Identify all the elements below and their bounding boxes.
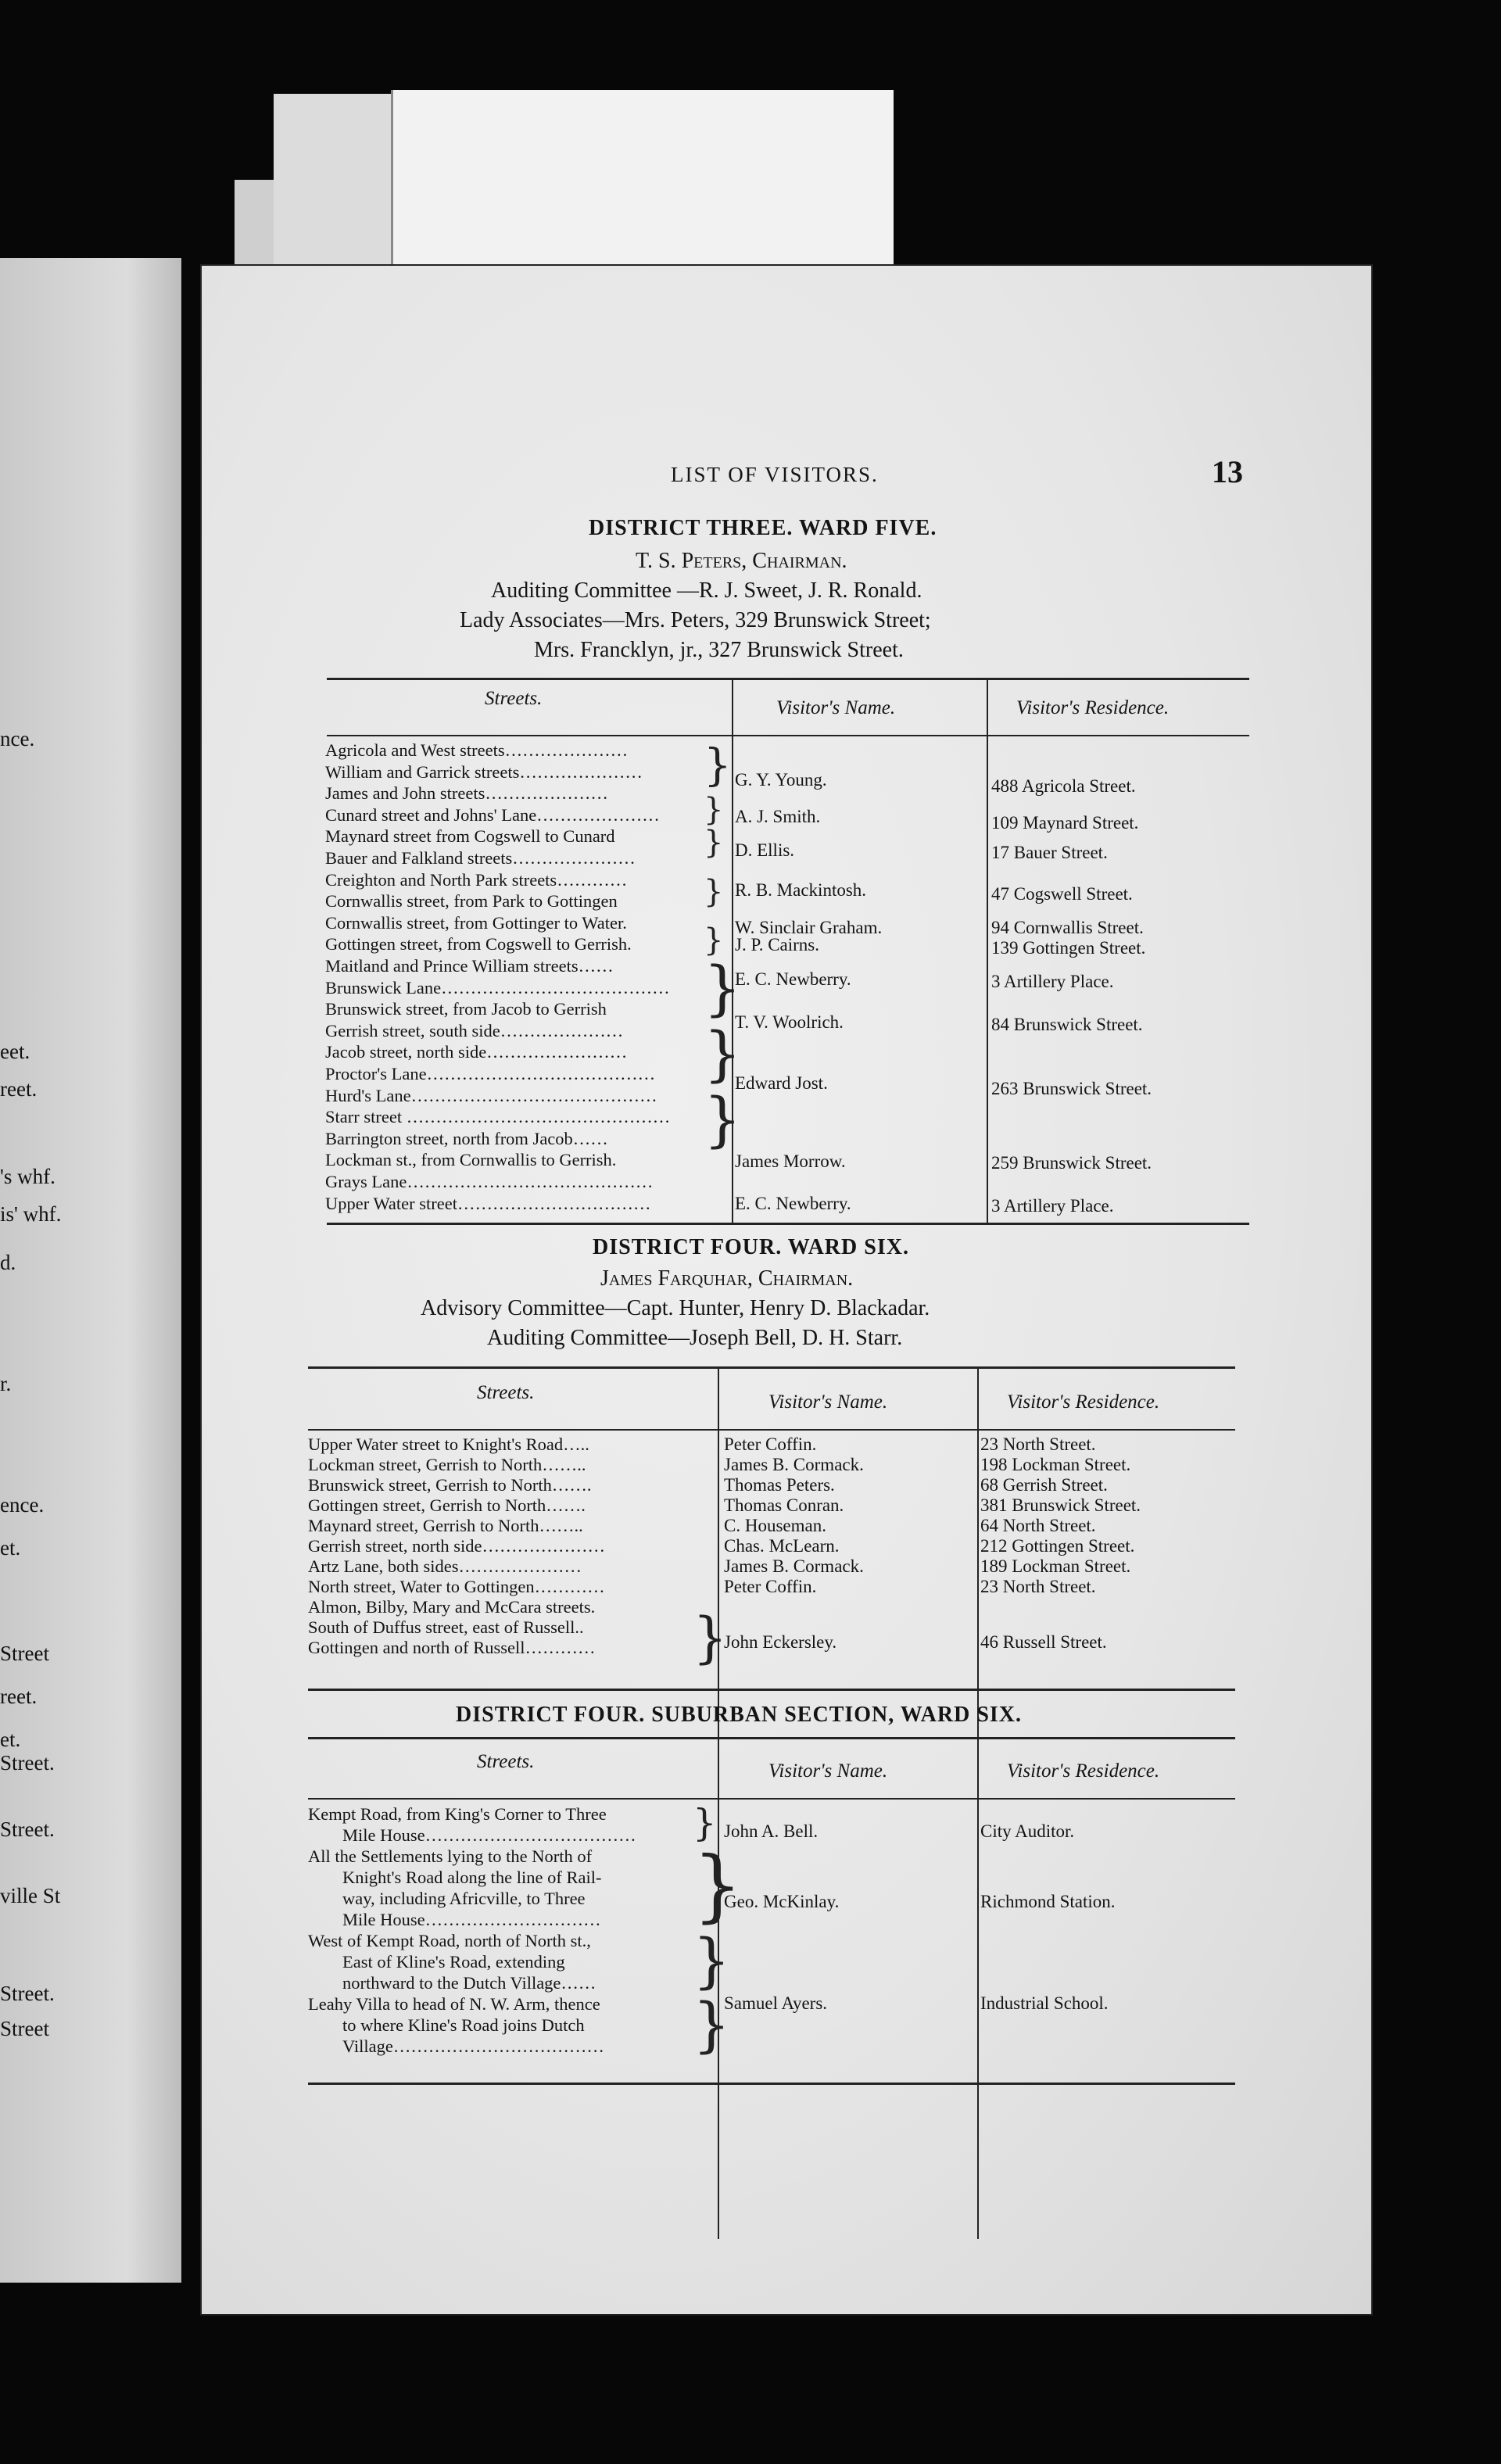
street-entry: Maynard street from Cogswell to Cunard bbox=[325, 826, 615, 847]
street-entry: North street, Water to Gottingen………… bbox=[308, 1577, 605, 1596]
visitor-name: C. Houseman. bbox=[724, 1516, 826, 1535]
edge-fragment: ville St bbox=[0, 1884, 61, 1907]
brace: } bbox=[704, 1019, 742, 1088]
brace: } bbox=[704, 792, 724, 828]
street-entry: Creighton and North Park streets………… bbox=[325, 869, 628, 890]
visitor-name: James B. Cormack. bbox=[724, 1455, 864, 1474]
street-entry: Cornwallis street, from Park to Gottingen bbox=[325, 891, 618, 911]
street-entry: South of Duffus street, east of Russell.. bbox=[308, 1617, 584, 1637]
street-entry: Artz Lane, both sides………………… bbox=[308, 1556, 582, 1576]
street-entry: Gerrish street, north side………………… bbox=[308, 1536, 605, 1556]
edge-fragment: et. bbox=[0, 1536, 21, 1560]
street-entry: Agricola and West streets………………… bbox=[325, 740, 629, 760]
col-header-visitor-name: Visitor's Name. bbox=[776, 697, 896, 718]
street-entry: Village……………………………… bbox=[342, 2036, 604, 2056]
visitor-residence: 64 North Street. bbox=[980, 1516, 1096, 1535]
street-entry: Lockman st., from Cornwallis to Gerrish. bbox=[325, 1150, 617, 1170]
street-entry: Leahy Villa to head of N. W. Arm, thence bbox=[308, 1994, 600, 2014]
edge-fragment: Street. bbox=[0, 1751, 55, 1775]
visitor-residence: 212 Gottingen Street. bbox=[980, 1536, 1135, 1556]
street-entry: Brunswick Lane………………………………… bbox=[325, 977, 670, 997]
visitor-residence: 68 Gerrish Street. bbox=[980, 1475, 1108, 1495]
visitor-name: Peter Coffin. bbox=[724, 1434, 817, 1454]
visitor-name: R. B. Mackintosh. bbox=[735, 880, 867, 900]
col-header-visitor-residence: Visitor's Residence. bbox=[1007, 1760, 1160, 1782]
visitor-name: Geo. McKinlay. bbox=[724, 1892, 840, 1911]
section-title: DISTRICT FOUR. WARD SIX. bbox=[593, 1235, 909, 1259]
visitor-residence: 3 Artillery Place. bbox=[991, 1196, 1114, 1216]
page-tab-background bbox=[391, 90, 894, 270]
street-entry: Gottingen street, from Cogswell to Gerrish. bbox=[325, 934, 632, 954]
advisory-committee-line: Advisory Committee—Capt. Hunter, Henry D. Blackadar. bbox=[421, 1296, 930, 1320]
chairman-line: James Farquhar, Chairman. bbox=[600, 1266, 854, 1291]
table-bottom-rule bbox=[308, 1689, 1235, 1691]
visitor-name: T. V. Woolrich. bbox=[735, 1012, 844, 1032]
street-entry: West of Kempt Road, north of North st., bbox=[308, 1931, 591, 1950]
section-title: DISTRICT THREE. WARD FIVE. bbox=[589, 516, 937, 540]
visitor-residence: City Auditor. bbox=[980, 1821, 1075, 1841]
edge-fragment: reet. bbox=[0, 1077, 38, 1101]
brace: } bbox=[704, 825, 724, 861]
street-entry: way, including Africville, to Three bbox=[342, 1889, 586, 1908]
street-entry: northward to the Dutch Village…… bbox=[342, 1973, 596, 1993]
brace: } bbox=[704, 1084, 742, 1154]
header-rule bbox=[308, 1429, 1235, 1431]
street-entry: to where Kline's Road joins Dutch bbox=[342, 2015, 585, 2035]
visitor-residence: 84 Brunswick Street. bbox=[991, 1015, 1143, 1034]
street-entry: Cunard street and Johns' Lane………………… bbox=[325, 804, 660, 825]
visitor-name: James B. Cormack. bbox=[724, 1556, 864, 1576]
col-header-streets: Streets. bbox=[477, 1751, 535, 1772]
street-entry: Jacob street, north side…………………… bbox=[325, 1042, 628, 1062]
table-top-rule bbox=[327, 678, 1249, 680]
street-entry: Lockman street, Gerrish to North…….. bbox=[308, 1455, 586, 1474]
header-rule bbox=[327, 735, 1249, 736]
visitor-residence: 46 Russell Street. bbox=[980, 1632, 1107, 1652]
col-header-visitor-residence: Visitor's Residence. bbox=[1016, 697, 1170, 718]
edge-fragment: 's whf. bbox=[0, 1165, 56, 1188]
auditing-committee-line: Auditing Committee—Joseph Bell, D. H. Starr. bbox=[487, 1326, 903, 1350]
street-entry: Gerrish street, south side………………… bbox=[325, 1020, 624, 1040]
book-page bbox=[202, 266, 1371, 2314]
street-entry: Proctor's Lane………………………………… bbox=[325, 1064, 656, 1083]
street-entry: Knight's Road along the line of Rail- bbox=[342, 1868, 602, 1887]
col-header-streets: Streets. bbox=[477, 1382, 535, 1403]
brace: } bbox=[693, 1606, 728, 1670]
col-header-streets: Streets. bbox=[485, 688, 543, 709]
edge-fragment: nce. bbox=[0, 727, 35, 750]
visitor-name: A. J. Smith. bbox=[735, 807, 821, 826]
street-entry: All the Settlements lying to the North of bbox=[308, 1846, 593, 1866]
street-entry: Bauer and Falkland streets………………… bbox=[325, 848, 636, 868]
column-divider bbox=[977, 1739, 979, 2239]
lady-associates-line: Lady Associates—Mrs. Peters, 329 Brunswick Street; bbox=[460, 608, 931, 632]
street-entry: Maitland and Prince William streets…… bbox=[325, 956, 614, 976]
visitor-residence: 139 Gottingen Street. bbox=[991, 938, 1146, 958]
section-title: DISTRICT FOUR. SUBURBAN SECTION, WARD SIX. bbox=[456, 1703, 1023, 1727]
visitor-residence: 47 Cogswell Street. bbox=[991, 884, 1133, 904]
visitor-name: James Morrow. bbox=[735, 1151, 846, 1171]
visitor-name: Edward Jost. bbox=[735, 1073, 828, 1093]
visitor-residence: 189 Lockman Street. bbox=[980, 1556, 1131, 1576]
col-header-visitor-name: Visitor's Name. bbox=[768, 1760, 888, 1782]
street-entry: Maynard street, Gerrish to North…….. bbox=[308, 1516, 583, 1535]
running-title: LIST OF VISITORS. bbox=[671, 463, 879, 486]
edge-fragment: ence. bbox=[0, 1493, 45, 1517]
visitor-residence: 23 North Street. bbox=[980, 1434, 1096, 1454]
street-entry: Starr street ……………………………………… bbox=[325, 1107, 671, 1127]
visitor-name: Thomas Peters. bbox=[724, 1475, 835, 1495]
brace: } bbox=[704, 874, 724, 910]
street-entry: William and Garrick streets………………… bbox=[325, 761, 643, 782]
column-divider bbox=[987, 679, 988, 1223]
edge-fragment: Street bbox=[0, 2017, 49, 2040]
visitor-name: G. Y. Young. bbox=[735, 770, 827, 790]
street-entry: Mile House……………………………… bbox=[342, 1825, 636, 1845]
visitor-name: John A. Bell. bbox=[724, 1821, 819, 1841]
street-entry: Gottingen street, Gerrish to North……. bbox=[308, 1495, 586, 1515]
brace: } bbox=[704, 953, 742, 1022]
visitor-name: Thomas Conran. bbox=[724, 1495, 844, 1515]
visitor-residence: 198 Lockman Street. bbox=[980, 1455, 1131, 1474]
street-entry: Brunswick street, Gerrish to North……. bbox=[308, 1475, 592, 1495]
visitor-residence: 109 Maynard Street. bbox=[991, 813, 1139, 833]
street-entry: Mile House………………………… bbox=[342, 1910, 601, 1929]
visitor-residence: 23 North Street. bbox=[980, 1577, 1096, 1596]
street-entry: Upper Water street to Knight's Road….. bbox=[308, 1434, 589, 1454]
edge-fragment: et. bbox=[0, 1728, 21, 1751]
visitor-name: D. Ellis. bbox=[735, 840, 795, 860]
street-entry: Almon, Bilby, Mary and McCara streets. bbox=[308, 1597, 596, 1617]
visitor-name: John Eckersley. bbox=[724, 1632, 837, 1652]
lady-associates-line-2: Mrs. Francklyn, jr., 327 Brunswick Street. bbox=[534, 638, 904, 662]
table-top-rule bbox=[308, 1366, 1235, 1369]
visitor-name: J. P. Cairns. bbox=[735, 935, 819, 954]
visitor-residence: Richmond Station. bbox=[980, 1892, 1116, 1911]
street-entry: East of Kline's Road, extending bbox=[342, 1952, 565, 1972]
edge-fragment: r. bbox=[0, 1372, 12, 1395]
street-entry: Grays Lane…………………………………… bbox=[325, 1172, 654, 1191]
visitor-name: Chas. McLearn. bbox=[724, 1536, 840, 1556]
page-number: 13 bbox=[1212, 454, 1243, 489]
col-header-visitor-residence: Visitor's Residence. bbox=[1007, 1391, 1160, 1413]
edge-fragment: eet. bbox=[0, 1040, 30, 1063]
brace: } bbox=[704, 740, 732, 791]
street-entry: Gottingen and north of Russell………… bbox=[308, 1638, 596, 1657]
street-entry: Barrington street, north from Jacob…… bbox=[325, 1128, 608, 1148]
brace: } bbox=[693, 1839, 743, 1931]
header-rule bbox=[308, 1798, 1235, 1800]
edge-fragment: d. bbox=[0, 1251, 16, 1274]
edge-fragment: Street bbox=[0, 1642, 49, 1665]
edge-fragment: reet. bbox=[0, 1685, 38, 1708]
visitor-residence: 17 Bauer Street. bbox=[991, 843, 1108, 862]
street-entry: Upper Water street…………………………… bbox=[325, 1193, 651, 1213]
visitor-residence: 381 Brunswick Street. bbox=[980, 1495, 1141, 1515]
edge-fragment: Street. bbox=[0, 1818, 55, 1841]
col-header-visitor-name: Visitor's Name. bbox=[768, 1391, 888, 1413]
street-entry: Brunswick street, from Jacob to Gerrish bbox=[325, 999, 607, 1019]
brace: } bbox=[693, 1989, 731, 2059]
visitor-name: E. C. Newberry. bbox=[735, 1194, 851, 1213]
table-bottom-rule bbox=[327, 1223, 1249, 1225]
visitor-residence: 263 Brunswick Street. bbox=[991, 1079, 1152, 1098]
brace: } bbox=[693, 1801, 717, 1845]
visitor-name: W. Sinclair Graham. bbox=[735, 918, 883, 937]
street-entry: Kempt Road, from King's Corner to Three bbox=[308, 1804, 607, 1824]
visitor-residence: 94 Cornwallis Street. bbox=[991, 918, 1144, 937]
visitor-residence: 259 Brunswick Street. bbox=[991, 1153, 1152, 1173]
street-entry: Hurd's Lane…………………………………… bbox=[325, 1085, 657, 1105]
brace: } bbox=[693, 1925, 731, 1995]
table-bottom-rule bbox=[308, 2083, 1235, 2085]
chairman-line: T. S. Peters, Chairman. bbox=[636, 549, 847, 573]
auditing-committee-line: Auditing Committee —R. J. Sweet, J. R. Ronald. bbox=[491, 578, 922, 603]
table-top-rule bbox=[308, 1737, 1235, 1739]
visitor-name: Peter Coffin. bbox=[724, 1577, 817, 1596]
edge-fragment: Street. bbox=[0, 1982, 55, 2005]
visitor-name: Samuel Ayers. bbox=[724, 1993, 828, 2013]
previous-page-edge bbox=[0, 258, 181, 2283]
visitor-residence: 3 Artillery Place. bbox=[991, 972, 1114, 991]
brace: } bbox=[704, 922, 724, 958]
visitor-residence: Industrial School. bbox=[980, 1993, 1109, 2013]
edge-fragment: is' whf. bbox=[0, 1202, 62, 1226]
street-entry: James and John streets………………… bbox=[325, 783, 608, 804]
street-entry: Cornwallis street, from Gottinger to Water. bbox=[325, 912, 627, 933]
visitor-residence: 488 Agricola Street. bbox=[991, 776, 1136, 796]
visitor-name: E. C. Newberry. bbox=[735, 969, 851, 989]
